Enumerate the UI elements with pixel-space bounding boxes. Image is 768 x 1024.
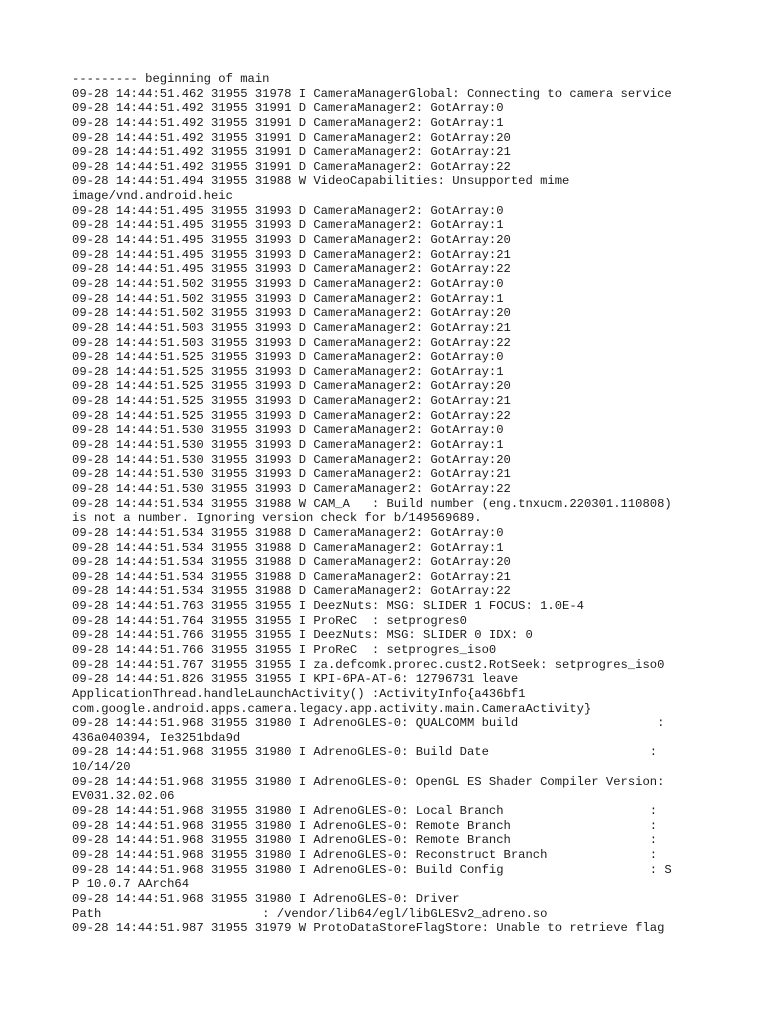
log-line: 09-28 14:44:51.502 31955 31993 D CameraManager2: GotArray:0 [72,276,504,291]
log-line: 09-28 14:44:51.492 31955 31991 D CameraManager2: GotArray:20 [72,130,511,145]
log-line: 09-28 14:44:51.462 31955 31978 I CameraManagerGlobal: Connecting to camera service [72,86,672,101]
log-line: 09-28 14:44:51.764 31955 31955 I ProReC : setprogres0 [72,613,467,628]
log-line: 09-28 14:44:51.495 31955 31993 D CameraManager2: GotArray:0 [72,203,504,218]
log-line: 09-28 14:44:51.492 31955 31991 D CameraManager2: GotArray:1 [72,115,504,130]
log-line: 09-28 14:44:51.826 31955 31955 I KPI-6PA-AT-6: 12796731 leave [72,672,519,687]
log-line: P 10.0.7 AArch64 [72,877,190,892]
log-line: 09-28 14:44:51.968 31955 31980 I AdrenoGLES-0: QUALCOMM build : [72,716,665,731]
log-line: 09-28 14:44:51.495 31955 31993 D CameraManager2: GotArray:21 [72,247,511,262]
log-line: 09-28 14:44:51.530 31955 31993 D CameraManager2: GotArray:1 [72,438,504,453]
log-line: 10/14/20 [72,760,131,775]
log-line: 09-28 14:44:51.495 31955 31993 D CameraManager2: GotArray:22 [72,262,511,277]
log-line: 09-28 14:44:51.968 31955 31980 I AdrenoGLES-0: Reconstruct Branch : [72,847,658,862]
log-line: 09-28 14:44:51.495 31955 31993 D CameraManager2: GotArray:20 [72,233,511,248]
log-line: 09-28 14:44:51.502 31955 31993 D CameraManager2: GotArray:20 [72,306,511,321]
log-line: 09-28 14:44:51.525 31955 31993 D CameraManager2: GotArray:21 [72,394,511,409]
log-line: 09-28 14:44:51.525 31955 31993 D CameraManager2: GotArray:20 [72,379,511,394]
log-line: image/vnd.android.heic [72,189,233,204]
log-line: Path : /vendor/lib64/egl/libGLESv2_adreno.so [72,906,548,921]
log-line: 09-28 14:44:51.763 31955 31955 I DeezNuts: MSG: SLIDER 1 FOCUS: 1.0E-4 [72,599,584,614]
log-line: is not a number. Ignoring version check for b/149569689. [72,511,482,526]
log-line: 09-28 14:44:51.534 31955 31988 W CAM_A : Build number (eng.tnxucm.220301.110808) [72,496,672,511]
log-line: 09-28 14:44:51.968 31955 31980 I AdrenoGLES-0: Remote Branch : [72,833,658,848]
log-line: 09-28 14:44:51.492 31955 31991 D CameraManager2: GotArray:22 [72,159,511,174]
log-line: 09-28 14:44:51.534 31955 31988 D CameraManager2: GotArray:20 [72,555,511,570]
log-line: 09-28 14:44:51.968 31955 31980 I AdrenoGLES-0: Driver [72,891,460,906]
log-line: 09-28 14:44:51.495 31955 31993 D CameraManager2: GotArray:1 [72,218,504,233]
log-line: 09-28 14:44:51.968 31955 31980 I AdrenoGLES-0: OpenGL ES Shader Compiler Version: [72,774,665,789]
log-line: 09-28 14:44:51.766 31955 31955 I ProReC : setprogres_iso0 [72,642,497,657]
log-line: 09-28 14:44:51.525 31955 31993 D CameraManager2: GotArray:1 [72,364,504,379]
log-line: 09-28 14:44:51.494 31955 31988 W VideoCapabilities: Unsupported mime [72,174,570,189]
log-line: 09-28 14:44:51.525 31955 31993 D CameraManager2: GotArray:22 [72,408,511,423]
log-line: 09-28 14:44:51.492 31955 31991 D CameraManager2: GotArray:0 [72,101,504,116]
log-line: 09-28 14:44:51.534 31955 31988 D CameraManager2: GotArray:21 [72,569,511,584]
log-line: 09-28 14:44:51.766 31955 31955 I DeezNuts: MSG: SLIDER 0 IDX: 0 [72,628,533,643]
log-line: com.google.android.apps.camera.legacy.app.activity.main.CameraActivity} [72,701,592,716]
log-line: 09-28 14:44:51.968 31955 31980 I AdrenoGLES-0: Build Config : S [72,862,672,877]
log-line: EV031.32.02.06 [72,789,175,804]
log-line: 09-28 14:44:51.530 31955 31993 D CameraManager2: GotArray:0 [72,423,504,438]
log-line: ApplicationThread.handleLaunchActivity() :ActivityInfo{a436bf1 [72,686,526,701]
log-line: 09-28 14:44:51.530 31955 31993 D CameraManager2: GotArray:21 [72,467,511,482]
log-line: 09-28 14:44:51.534 31955 31988 D CameraManager2: GotArray:0 [72,525,504,540]
log-line: 436a040394, Ie3251bda9d [72,730,241,745]
log-line: --------- beginning of main [72,72,270,86]
log-line: 09-28 14:44:51.503 31955 31993 D CameraManager2: GotArray:21 [72,320,511,335]
log-line: 09-28 14:44:51.534 31955 31988 D CameraManager2: GotArray:22 [72,584,511,599]
log-line: 09-28 14:44:51.492 31955 31991 D CameraManager2: GotArray:21 [72,145,511,160]
log-line: 09-28 14:44:51.502 31955 31993 D CameraManager2: GotArray:1 [72,291,504,306]
log-line: 09-28 14:44:51.534 31955 31988 D CameraManager2: GotArray:1 [72,540,504,555]
log-line: 09-28 14:44:51.767 31955 31955 I za.defcomk.prorec.cust2.RotSeek: setprogres_iso0 [72,657,665,672]
log-line: 09-28 14:44:51.968 31955 31980 I AdrenoGLES-0: Remote Branch : [72,818,658,833]
log-line: 09-28 14:44:51.530 31955 31993 D CameraManager2: GotArray:22 [72,481,511,496]
log-line: 09-28 14:44:51.503 31955 31993 D CameraManager2: GotArray:22 [72,335,511,350]
log-line: 09-28 14:44:51.530 31955 31993 D CameraManager2: GotArray:20 [72,452,511,467]
log-line: 09-28 14:44:51.968 31955 31980 I AdrenoGLES-0: Local Branch : [72,804,658,819]
log-line: 09-28 14:44:51.525 31955 31993 D CameraManager2: GotArray:0 [72,350,504,365]
log-line: 09-28 14:44:51.987 31955 31979 W ProtoDataStoreFlagStore: Unable to retrieve flag [72,921,665,936]
log-text-block [72,72,702,936]
log-line: 09-28 14:44:51.968 31955 31980 I AdrenoGLES-0: Build Date : [72,745,658,760]
